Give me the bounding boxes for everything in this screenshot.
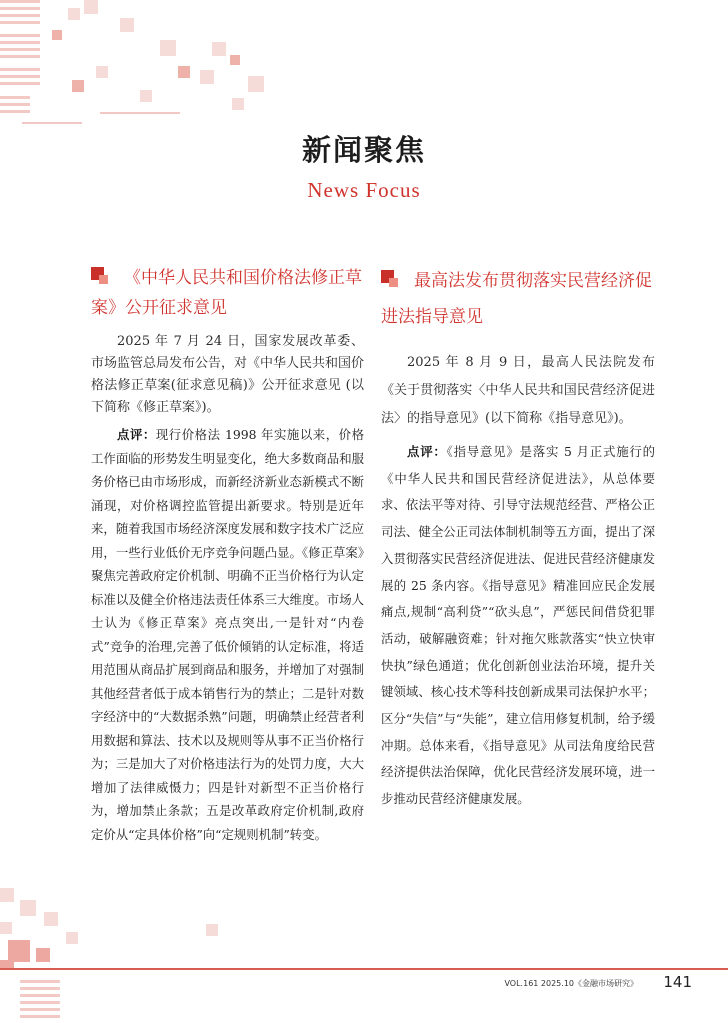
comment-label: 点评： [407, 444, 447, 459]
footer-issue: VOL.161 2025.10《金融市场研究》 [504, 979, 638, 988]
article-comment [91, 423, 364, 846]
article-headline-text: 最高法发布贯彻落实民营经济促进法指导意见 [381, 271, 652, 327]
article-intro: 2025 年 7 月 24 日，国家发展改革委、市场监管总局发布公告，对《中华人民共和国价格法修正草案(征求意见稿)》公开征求意见 (以下简称《修正草案》)。 [91, 334, 365, 415]
article-headline [381, 263, 655, 335]
article-price-law [91, 263, 364, 846]
comment-label: 点评： [117, 427, 156, 442]
comment-text: 现行价格法 1998 年实施以来，价格工作面临的形势发生明显变化，绝大多数商品和服务价格已由市场形成，而新经济新业态新模式不断涌现，对价格调控监管提出新要求。特别是近年来，随着我国市场经济深度发展和数字技术广泛应用，一些行业低价无序竞争问题凸显。《修正草案》聚焦完善政府定价机制、明确不正当价格行为认定标准以及健全价格违法责任体系三大维度。市场人士认为《修正草案》亮点突出,一是针对“内卷式”竞争的治理,完善了低价倾销的认定标准，将适用范围从商品扩展到商品和服务，并增加了对强制其他经营者低于成本销售行为的禁止；二是针对数字经济中的“大数据杀熟”问题，明确禁止经营者利用数据和算法、技术以及规则等从事不正当价格行为；三是加大了对价格违法行为的处罚力度，大大增加了法律威慑力；四是针对新型不正当价格行为，增加禁止条款；五是改革政府定价机制,政府定价从“定具体价格”向“定规则机制”转变。 [91, 427, 364, 842]
section-subtitle: News Focus [307, 178, 421, 202]
square-bullet-icon [91, 267, 108, 284]
article-headline [91, 263, 364, 323]
section-title: 新闻聚焦 [301, 133, 426, 167]
article-intro: 2025 年 8 月 9 日，最高人民法院发布《关于贯彻落实〈中华人民共和国民营经济促进法〉的指导意见》(以下简称《指导意见》)。 [381, 355, 655, 426]
article-comment [381, 439, 655, 813]
page-number: 141 [663, 973, 692, 991]
article-headline-text: 《中华人民共和国价格法修正草案》公开征求意见 [91, 268, 362, 318]
article-private-economy [381, 263, 655, 813]
comment-text: 《指导意见》是落实 5 月正式施行的《中华人民共和国民营经济促进法》，从总体要求、依法平等对待、引导守法规范经营、严格公正司法、健全公正司法体制机制等五方面，提出了深入贯彻落实民营经济促进法、促进民营经济健康发展的 25 条内容。《指导意见》精准回应民企发展痛点,规制“高利贷”“砍头息”，严惩民间借贷犯罪活动，破解融资难；针对拖欠账款落实“快立快审快执”绿色通道；优化创新创业法治环境，提升关键领域、核心技术等科技创新成果司法保护水平；区分“失信”与“失能”，建立信用修复机制，给予缓冲期。总体来看，《指导意见》从司法角度给民营经济提供法治保障，优化民营经济发展环境，进一步推动民营经济健康发展。 [381, 444, 656, 807]
square-bullet-icon [381, 270, 398, 287]
footer-divider [0, 968, 728, 970]
